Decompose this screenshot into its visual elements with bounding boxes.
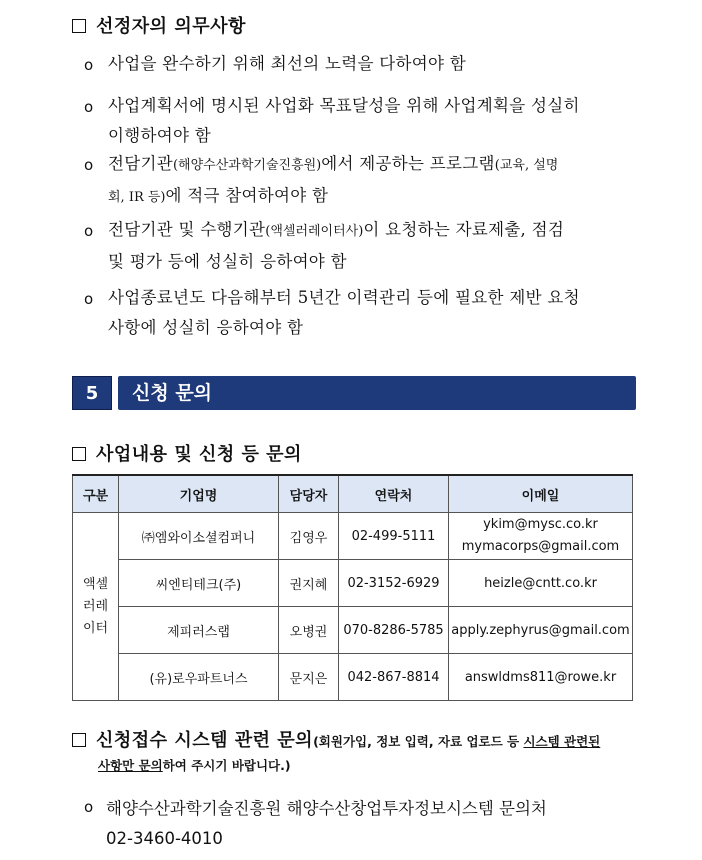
column-header: 연락처 bbox=[339, 475, 449, 513]
duty-item-1: 사업을 완수하기 위해 최선의 노력을 다하여야 함 bbox=[108, 54, 467, 73]
phone-cell: 070-8286-5785 bbox=[339, 607, 449, 654]
manager-cell: 문지은 bbox=[279, 654, 339, 701]
section-number: 5 bbox=[72, 376, 112, 410]
email-cell: answldms811@rowe.kr bbox=[449, 654, 633, 701]
column-header: 기업명 bbox=[119, 475, 279, 513]
duty-item-2: 사업계획서에 명시된 사업화 목표달성을 위해 사업계획을 성실히 이행하여야 함 bbox=[108, 96, 580, 145]
phone-cell: 02-499-5111 bbox=[339, 513, 449, 560]
bullet-icon: o bbox=[84, 156, 94, 174]
checkbox-square-icon bbox=[72, 447, 86, 461]
duties-heading: 선정자의 의무사항 bbox=[72, 12, 246, 38]
table-row bbox=[73, 654, 633, 701]
checkbox-square-icon bbox=[72, 733, 86, 747]
bullet-icon: o bbox=[84, 290, 94, 308]
company-cell: ㈜엠와이소셜컴퍼니 bbox=[119, 513, 279, 560]
bullet-icon: o bbox=[84, 56, 94, 74]
manager-cell: 권지혜 bbox=[279, 560, 339, 607]
email-cell: apply.zephyrus@gmail.com bbox=[449, 607, 633, 654]
manager-cell: 오병권 bbox=[279, 607, 339, 654]
manager-cell: 김영우 bbox=[279, 513, 339, 560]
company-cell: (유)로우파트너스 bbox=[119, 654, 279, 701]
email-cell: heizle@cntt.co.kr bbox=[449, 560, 633, 607]
bullet-icon: o bbox=[84, 222, 94, 240]
phone-cell: 042-867-8814 bbox=[339, 654, 449, 701]
table-row bbox=[73, 513, 633, 560]
category-cell: 액셀 러레 이터 bbox=[73, 513, 119, 701]
column-header: 구분 bbox=[73, 475, 119, 513]
checkbox-square-icon bbox=[72, 19, 86, 33]
duty-item-4: 전담기관 및 수행기관(액셀러레이터사)이 요청하는 자료제출, 점검 및 평가 등에 성실히 응하여야 함 bbox=[108, 220, 565, 271]
system-note: 사항만 문의하여 주시기 바랍니다.) bbox=[98, 758, 291, 773]
inquiry-table bbox=[72, 474, 633, 701]
company-cell: 제피러스랩 bbox=[119, 607, 279, 654]
duty-item-3: 전담기관(해양수산과학기술진흥원)에서 제공하는 프로그램(교육, 설명 회, IR 등)에 적극 참여하여야 함 bbox=[108, 154, 559, 205]
inquiry-heading: 사업내용 및 신청 등 문의 bbox=[72, 440, 302, 466]
table-row bbox=[73, 607, 633, 654]
system-contact: 해양수산과학기술진흥원 해양수산창업투자정보시스템 문의처 02-3460-4010 bbox=[106, 799, 547, 848]
email-cell: ykim@mysc.co.kr mymacorps@gmail.com bbox=[449, 513, 633, 560]
table-header-row bbox=[73, 475, 633, 513]
company-cell: 씨엔티테크(주) bbox=[119, 560, 279, 607]
bullet-icon: o bbox=[84, 798, 94, 816]
duty-item-5: 사업종료년도 다음해부터 5년간 이력관리 등에 필요한 제반 요청 사항에 성실히 응하여야 함 bbox=[108, 288, 580, 337]
system-heading: 신청접수 시스템 관련 문의(회원가입, 정보 입력, 자료 업로드 등 시스템 관련된 bbox=[72, 726, 642, 752]
phone-cell: 02-3152-6929 bbox=[339, 560, 449, 607]
column-header: 담당자 bbox=[279, 475, 339, 513]
table-row bbox=[73, 560, 633, 607]
bullet-icon: o bbox=[84, 98, 94, 116]
section-title: 신청 문의 bbox=[118, 376, 636, 410]
column-header: 이메일 bbox=[449, 475, 633, 513]
